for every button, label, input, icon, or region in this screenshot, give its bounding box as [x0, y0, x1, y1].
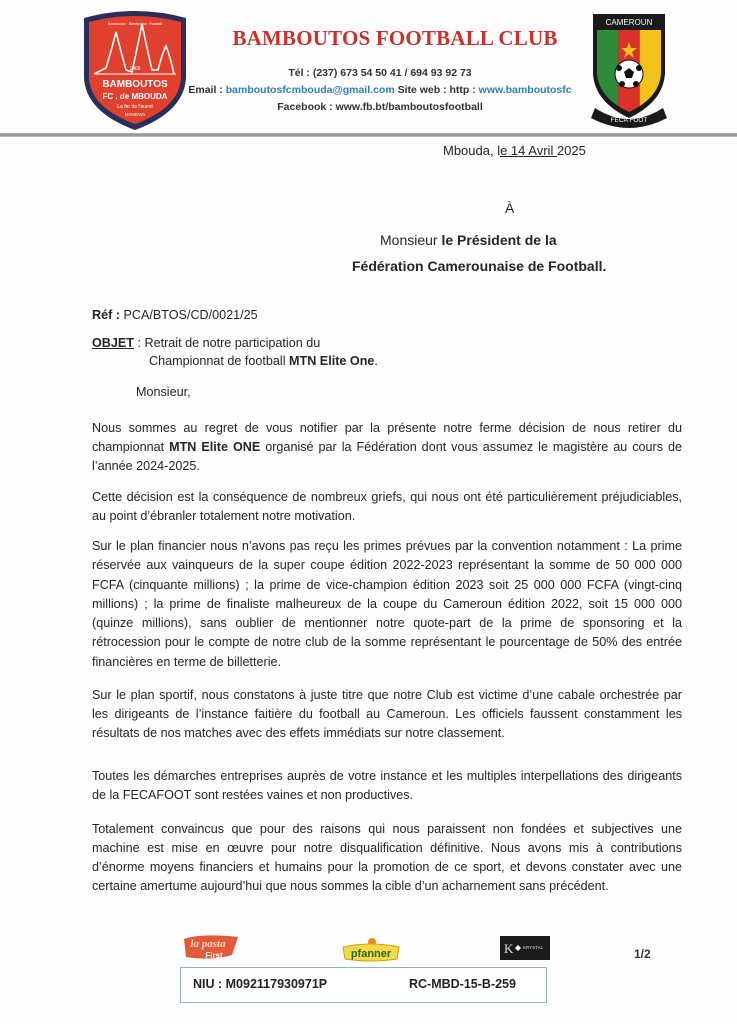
header-divider — [0, 133, 737, 137]
paragraph-grievances: Cette décision est la conséquence de nombreux griefs, qui nous ont été particulièrement préjudiciables, au point d’ébranler totalement notre motivation. — [92, 490, 682, 524]
recipient-title: Monsieur — [380, 232, 442, 248]
svg-text:First: First — [205, 951, 223, 960]
recipient-line-1 — [380, 232, 557, 248]
reference-line — [92, 308, 258, 322]
to-marker: À — [505, 200, 515, 216]
subject-label: OBJET — [92, 336, 134, 350]
svg-text:MANGWA: MANGWA — [124, 112, 146, 117]
paragraph-sporting: Sur le plan sportif, nous constatons à juste titre que notre Club est victime d’une cabale orchestrée par les dirigeants de l’instance faitière du football au Cameroun. Les officiels faussent constamment les résultats de nos matches avec des effets immédiats sur notre classement. — [92, 688, 682, 741]
subject-line-2-text: Championnat de football — [149, 354, 290, 368]
subject-league-name: MTN Elite One — [289, 354, 375, 368]
svg-text:la pasta: la pasta — [190, 938, 226, 950]
club-name: BAMBOUTOS FOOTBALL CLUB — [232, 26, 558, 50]
paragraph-conclusion: Totalement convaincus que pour des raisons qui nous paraissent non fondées et subjectives une machine est mise en œuvre pour notre disqualification définitive. Nous avons mis à contributions d’énorme moyens financiers et humains pour la promotion de ce sport, et devons constater avec une certaine amertume aujourd’hui que nous sommes la cible d’un acharnement sans précédent. — [92, 822, 682, 894]
letterhead — [0, 0, 737, 135]
salutation: Monsieur, — [136, 385, 191, 399]
svg-text:pfanner: pfanner — [350, 948, 392, 960]
date-prefix: Mbouda, l — [443, 143, 501, 158]
svg-text:KRYSTAL: KRYSTAL — [523, 945, 544, 950]
svg-text:Bamboutos · Bamboutos · Footba: Bamboutos · Bamboutos · Football — [107, 22, 163, 26]
krystal-logo-icon — [500, 936, 550, 960]
svg-text:BAMBOUTOS: BAMBOUTOS — [102, 79, 168, 90]
date-line — [443, 143, 586, 158]
date-year: 2025 — [556, 143, 586, 158]
email-link[interactable]: bamboutosfcmbouda@gmail.com — [225, 84, 395, 96]
la-pasta-logo-icon — [182, 933, 240, 961]
registration-box — [180, 967, 547, 1003]
paragraph-financial: Sur le plan financier nous n’avons pas reçu les primes prévues par la convention notamment : La prime réservée aux vainqueurs de la super coupe édition 2022-2023 représentant la somme de 50 000 000 FCFA (cinquante millions) ; la prime de vice-champion édition 2023 soit 25 000 000 FCFA (vingt-cinq millions) ; la prime de finaliste malheureux de la coupe du Cameroun édition 2022, soit 15 000 000 (quinze millions), sans oublier de mentionner notre quote-part de la prime de sponsoring et la rétrocession pour le compte de notre club de la somme représentant le pourcentage de 50% des entrée financières en terme de billetterie. — [92, 539, 682, 669]
page-number: 1/2 — [634, 947, 651, 961]
niu-number: NIU : M092117930971P — [193, 977, 328, 991]
paragraph-text: organisé par la Fédération dont vous assumez le magistère au cours de l’année 2024-2025. — [92, 440, 682, 474]
subject-line-1: : Retrait de notre participation du — [134, 336, 321, 350]
league-name: MTN Elite ONE — [169, 440, 261, 455]
website-link[interactable]: www.bamboutosfc — [478, 84, 572, 96]
email-label: Email : — [188, 84, 226, 96]
paragraph-approaches: Toutes les démarches entreprises auprès de votre instance et les multiples interpellations des dirigeants de la FECAFOOT sont restées vaines et non productives. — [92, 769, 682, 803]
svg-text:K: K — [504, 941, 514, 956]
fecafoot-crest-icon — [589, 10, 669, 128]
svg-text:FC . de MBOUDA: FC . de MBOUDA — [102, 92, 168, 101]
subject-line-2-end: . — [374, 354, 378, 368]
facebook-line: Facebook : www.fb.bt/bamboutosfootball — [277, 101, 483, 113]
telephone-line: Tél : (237) 673 54 50 41 / 694 93 92 73 — [288, 67, 472, 79]
recipient-role: le Président de la — [441, 232, 557, 248]
subject-block — [92, 334, 378, 370]
paragraph-withdrawal — [92, 419, 682, 476]
svg-text:CAMEROUN: CAMEROUN — [605, 18, 653, 27]
reference-label: Réf : — [92, 308, 120, 322]
pfanner-logo-icon — [340, 937, 402, 963]
paragraph-text: Nous sommes au regret de vous notifier par la présente notre ferme décision de nous retirer du championnat — [92, 421, 682, 455]
site-label: Site web : http : — [394, 84, 479, 96]
subject-line-2 — [92, 352, 378, 370]
rc-number: RC-MBD-15-B-259 — [409, 977, 516, 991]
date-underlined: e 14 Avril — [500, 143, 557, 158]
recipient-line-2: Fédération Camerounaise de Football. — [352, 258, 607, 274]
reference-value: PCA/BTOS/CD/0021/25 — [120, 308, 258, 322]
svg-text:FECA FOOT: FECA FOOT — [610, 117, 648, 124]
email-site-line — [160, 84, 600, 96]
svg-text:La fer de l'ouest: La fer de l'ouest — [117, 104, 153, 110]
svg-text:1966: 1966 — [129, 66, 141, 72]
